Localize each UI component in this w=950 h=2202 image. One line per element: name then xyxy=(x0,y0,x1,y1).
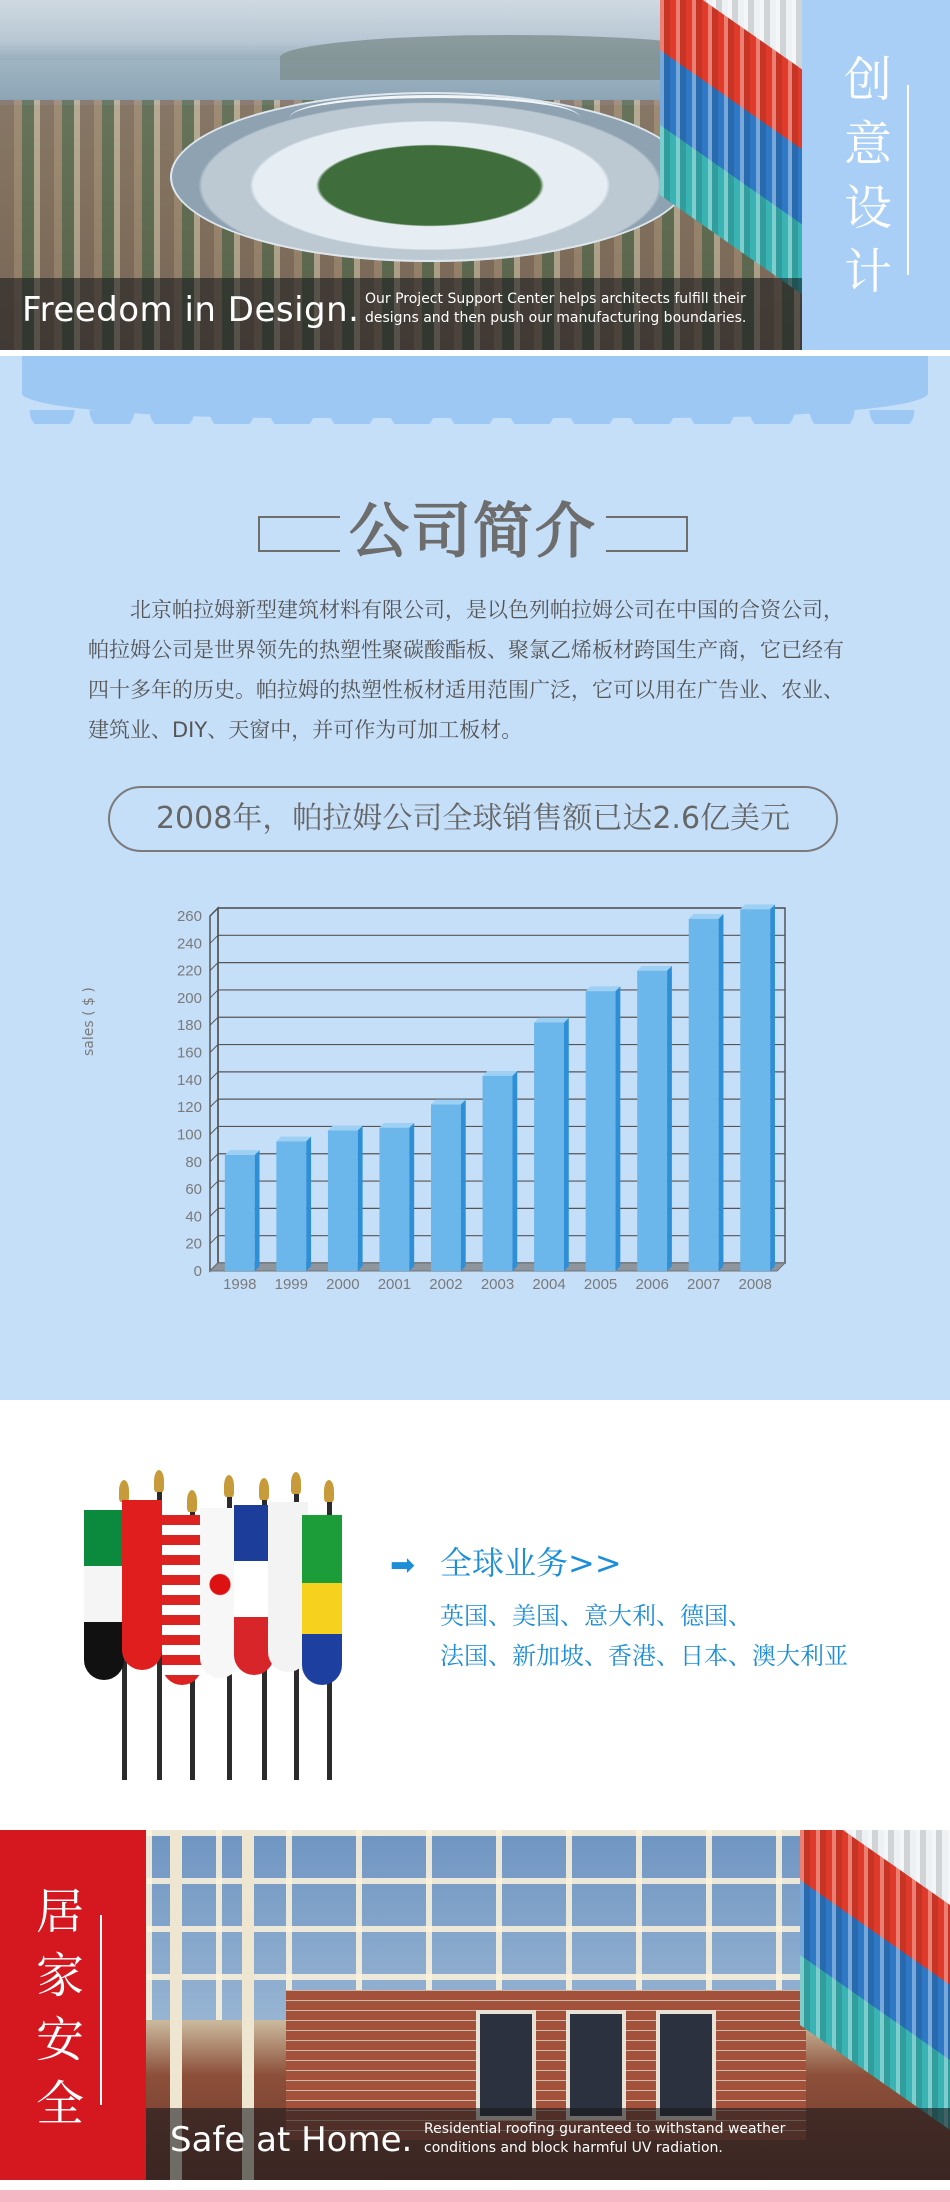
x-tick-label: 2004 xyxy=(532,1276,566,1293)
intro-paragraph: 北京帕拉姆新型建筑材料有限公司，是以色列帕拉姆公司在中国的合资公司，帕拉姆公司是世界领先的热塑性聚碳酸酯板、聚氯乙烯板材跨国生产商，它已经有四十多年的历史。帕拉姆的热塑性板材适用范围广泛，它可以用在广告业、农业、建筑业、DIY、天窗中，并可作为可加工板材。 xyxy=(88,598,844,742)
bar xyxy=(534,1023,564,1272)
uae-flag xyxy=(84,1510,124,1680)
photo-window xyxy=(476,2010,536,2120)
y-tick-label: 0 xyxy=(193,1263,202,1280)
photo-window xyxy=(566,2010,626,2120)
bar-side xyxy=(564,1018,569,1271)
roofing-sheets-image xyxy=(660,0,802,300)
section-heading xyxy=(258,492,688,572)
y-tick-label: 40 xyxy=(185,1208,202,1226)
hero-side-tag xyxy=(802,0,950,350)
bar-side xyxy=(512,1071,517,1271)
bar-top xyxy=(328,1126,363,1131)
bar-side xyxy=(719,914,724,1271)
sales-bar-chart xyxy=(95,896,805,1316)
x-tick-label: 2007 xyxy=(686,1276,721,1293)
y-tick-label: 100 xyxy=(176,1126,202,1144)
y-tick-label: 20 xyxy=(185,1235,202,1253)
bar-top xyxy=(534,1018,569,1023)
bar xyxy=(689,919,719,1271)
y-tick-label: 60 xyxy=(185,1181,202,1199)
x-tick-label: 2003 xyxy=(480,1276,515,1293)
bar-side xyxy=(616,986,621,1271)
brazil-flag xyxy=(302,1515,342,1685)
bar-top xyxy=(225,1150,260,1155)
section-title: 公司简介 xyxy=(349,497,597,567)
heading-bracket-right xyxy=(606,516,688,552)
x-tick-label: 2000 xyxy=(326,1276,360,1293)
y-tick-label: 120 xyxy=(176,1099,202,1117)
hero-banner xyxy=(0,0,950,350)
chart-left-wall xyxy=(210,908,218,1271)
x-tick-label: 1999 xyxy=(274,1276,309,1293)
y-tick-label: 140 xyxy=(176,1071,202,1089)
x-tick-label: 2005 xyxy=(583,1276,618,1293)
photo-stadium-roof xyxy=(290,95,580,140)
bar-side xyxy=(255,1150,260,1271)
bar-side xyxy=(770,904,775,1271)
bar-top xyxy=(431,1100,466,1105)
global-business-section xyxy=(0,1400,950,1830)
flag-finial xyxy=(291,1472,301,1494)
heading-bracket-left xyxy=(258,516,340,552)
hero-side-rule xyxy=(907,85,909,275)
company-intro-section xyxy=(0,356,950,1400)
home-subtitle: Residential roofing guranteed to withstand weather conditions and block harmful UV radiation. xyxy=(424,2121,786,2156)
flag-finial xyxy=(259,1478,269,1500)
bar xyxy=(637,971,667,1271)
bar xyxy=(586,991,616,1271)
bar-top xyxy=(483,1071,518,1076)
flag-finial xyxy=(187,1490,197,1512)
bottom-strip xyxy=(0,2190,950,2202)
flag-finial xyxy=(324,1480,334,1502)
y-tick-label: 260 xyxy=(176,908,202,925)
y-tick-label: 180 xyxy=(176,1017,202,1035)
sales-chart xyxy=(81,896,805,1316)
flags-image xyxy=(82,1470,372,1780)
y-tick-label: 80 xyxy=(185,1153,202,1171)
global-business-title: 全球业务>> xyxy=(440,1544,622,1582)
sales-highlight: 2008年，帕拉姆公司全球销售额已达2.6亿美元 xyxy=(108,786,838,852)
bar xyxy=(483,1076,513,1271)
bar-side xyxy=(667,966,672,1271)
flag-finial xyxy=(154,1470,164,1492)
y-tick-label: 220 xyxy=(176,962,202,980)
x-tick-label: 2001 xyxy=(377,1276,412,1293)
wave-banner xyxy=(22,356,928,418)
roofing-sheets-image xyxy=(800,1830,950,2130)
bar-top xyxy=(740,904,775,909)
y-axis-label: sales ( $ ) xyxy=(81,987,97,1056)
usa-flag xyxy=(162,1515,202,1685)
bar xyxy=(740,909,770,1271)
arrow-right-icon: ➡ xyxy=(390,1548,416,1583)
photo-window xyxy=(656,2010,716,2120)
home-title: Safe at Home. xyxy=(170,2120,413,2160)
bar-side xyxy=(358,1126,363,1271)
bar-top xyxy=(637,966,672,971)
bar-side xyxy=(409,1123,414,1271)
intro-paragraph-wrap xyxy=(88,590,862,750)
china-flag xyxy=(122,1500,162,1670)
y-tick-label: 160 xyxy=(176,1044,202,1062)
bar-side xyxy=(306,1136,311,1271)
x-tick-label: 2002 xyxy=(429,1276,463,1293)
home-side-label: 居家安全 xyxy=(35,1884,84,2132)
hero-side-label: 创意设计 xyxy=(843,52,892,300)
home-banner xyxy=(0,1830,950,2190)
home-side-tag xyxy=(0,1830,146,2180)
flag-finial xyxy=(224,1475,234,1497)
x-tick-label: 1998 xyxy=(223,1276,257,1293)
bar-side xyxy=(461,1100,466,1271)
bar-top xyxy=(689,914,724,919)
bar xyxy=(431,1104,461,1271)
flag-finial xyxy=(119,1480,129,1502)
bar xyxy=(379,1128,409,1271)
bar xyxy=(276,1141,306,1271)
home-side-rule xyxy=(100,1915,102,2105)
x-tick-label: 2008 xyxy=(738,1276,772,1293)
bar-top xyxy=(379,1123,414,1128)
countries-line-2: 法国、新加坡、香港、日本、澳大利亚 xyxy=(440,1642,848,1670)
bar-top xyxy=(276,1136,311,1141)
bar xyxy=(225,1155,255,1271)
countries-line-1: 英国、美国、意大利、德国、 xyxy=(440,1602,752,1630)
hero-subtitle: Our Project Support Center helps architects fulfill their designs and then push our manufacturing boundaries. xyxy=(365,291,747,326)
x-tick-label: 2006 xyxy=(635,1276,669,1293)
bar-top xyxy=(586,986,621,991)
bar xyxy=(328,1130,358,1271)
y-tick-label: 200 xyxy=(176,989,202,1007)
global-business-countries xyxy=(440,1596,920,1676)
y-tick-label: 240 xyxy=(176,935,202,953)
hero-title: Freedom in Design. xyxy=(22,290,360,330)
